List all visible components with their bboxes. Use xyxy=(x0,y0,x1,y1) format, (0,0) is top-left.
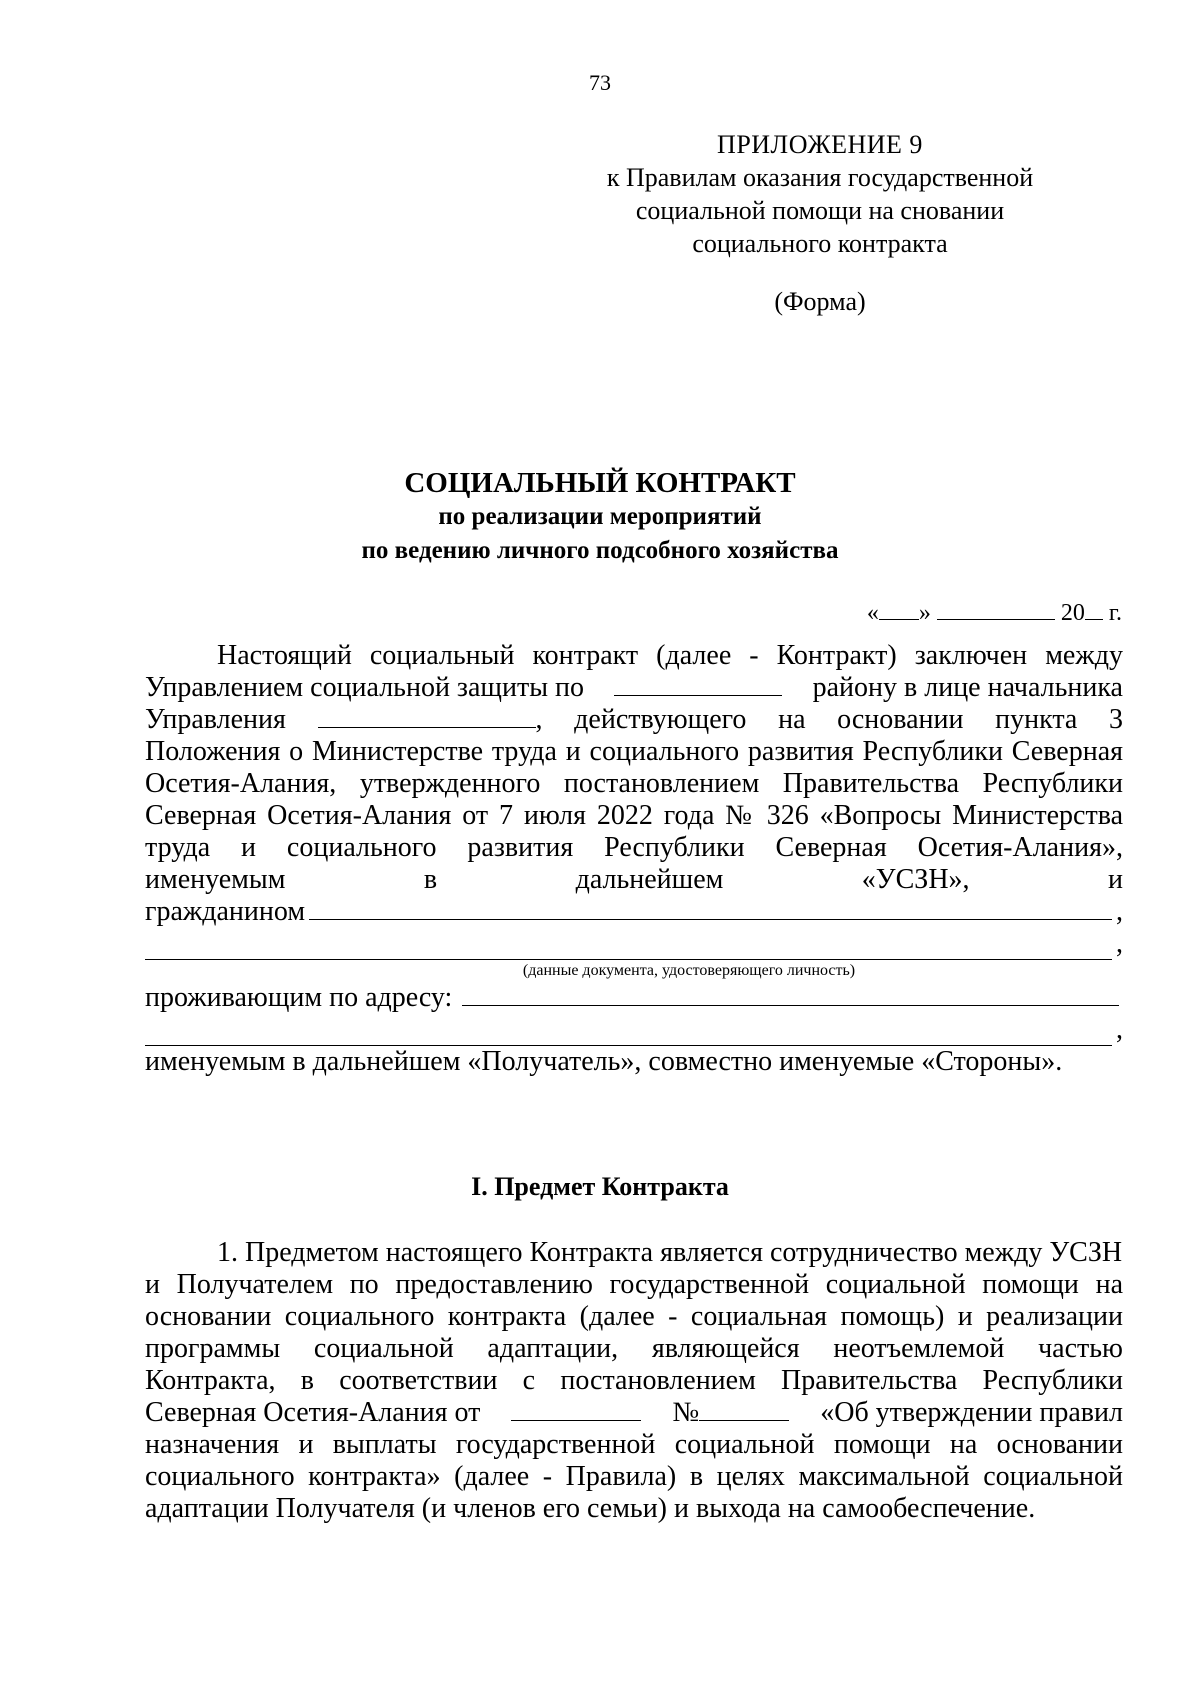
resolution-date-blank[interactable] xyxy=(511,1398,641,1421)
text-line: Северная Осетия-Алания от 7 июля 2022 года № 326 «Вопросы Министерства xyxy=(145,800,1123,831)
resolution-number-blank[interactable] xyxy=(699,1398,789,1421)
text-line: проживающим по адресу: xyxy=(145,982,1123,1014)
appendix-line: социальной помощи на сновании xyxy=(635,196,1005,225)
field-caption: (данные документа, удостоверяющего личность) xyxy=(522,962,856,979)
citizen-name-blank[interactable] xyxy=(309,897,1112,920)
contract-title xyxy=(0,466,1200,568)
contract-title-sub: по ведению личного подсобного хозяйства xyxy=(361,537,839,564)
text-line: именуемым в дальнейшем «УСЗН», и xyxy=(145,864,1123,895)
contract-date: « » 20 г. xyxy=(760,597,1122,627)
contract-title-main: СОЦИАЛЬНЫЙ КОНТРАКТ xyxy=(404,467,796,499)
text-line: Управлением социальной защиты по району в лице начальника xyxy=(145,672,1123,703)
text-line: основании социального контракта (далее - социальная помощь) и реализации xyxy=(145,1301,1123,1332)
form-label: (Форма) xyxy=(774,287,866,316)
text-line: адаптации Получателя (и членов его семьи) и выхода на самообеспечение. xyxy=(145,1493,1036,1524)
contract-title-sub: по реализации мероприятий xyxy=(438,503,762,530)
text-line: Контракта, в соответствии с постановлением Правительства Республики xyxy=(145,1365,1123,1396)
text-line: и Получателем по предоставлению государственной социальной помощи на xyxy=(145,1269,1123,1300)
head-name-blank[interactable] xyxy=(318,705,536,728)
text-line: гражданином , xyxy=(145,896,1123,927)
text-line: , xyxy=(145,928,1123,960)
appendix-title: ПРИЛОЖЕНИЕ 9 xyxy=(717,130,923,159)
text-line: Положения о Министерстве труда и социального развития Республики Северная xyxy=(145,736,1123,767)
appendix-header xyxy=(560,128,1080,318)
text-line: 1. Предметом настоящего Контракта является сотрудничество между УСЗН xyxy=(217,1237,1123,1268)
month-blank[interactable] xyxy=(937,597,1055,620)
text-line: Северная Осетия-Алания от № «Об утверждении правил xyxy=(145,1397,1123,1428)
text-line: назначения и выплаты государственной социальной помощи на основании xyxy=(145,1429,1123,1460)
day-blank[interactable] xyxy=(879,597,919,620)
section-paragraph xyxy=(145,1237,1123,1525)
text-line: Управления , действующего на основании пункта 3 xyxy=(145,704,1123,735)
text-line: Осетия-Алания, утвержденного постановлением Правительства Республики xyxy=(145,768,1123,799)
appendix-line: социального контракта xyxy=(692,229,948,258)
district-blank[interactable] xyxy=(614,673,782,696)
text-line: программы социальной адаптации, являющейся неотъемлемой частью xyxy=(145,1333,1123,1364)
text-line: именуемым в дальнейшем «Получатель», совместно именуемые «Стороны». xyxy=(145,1046,1063,1077)
address-blank-continued[interactable] xyxy=(145,1023,1112,1046)
text-line: Настоящий социальный контракт (далее - Контракт) заключен между xyxy=(217,640,1123,671)
text-line: социального контракта» (далее - Правила) в целях максимальной социальной xyxy=(145,1461,1123,1492)
section-title: I. Предмет Контракта xyxy=(471,1172,729,1201)
text-line: труда и социального развития Республики Северная Осетия-Алания», xyxy=(145,832,1123,863)
text-line: , xyxy=(145,1014,1123,1046)
id-document-blank[interactable] xyxy=(145,937,1112,960)
address-blank[interactable] xyxy=(462,983,1119,1006)
year-blank[interactable] xyxy=(1085,597,1103,620)
page-number: 73 xyxy=(589,70,611,95)
preamble xyxy=(145,640,1123,1078)
appendix-line: к Правилам оказания государственной xyxy=(606,163,1034,192)
